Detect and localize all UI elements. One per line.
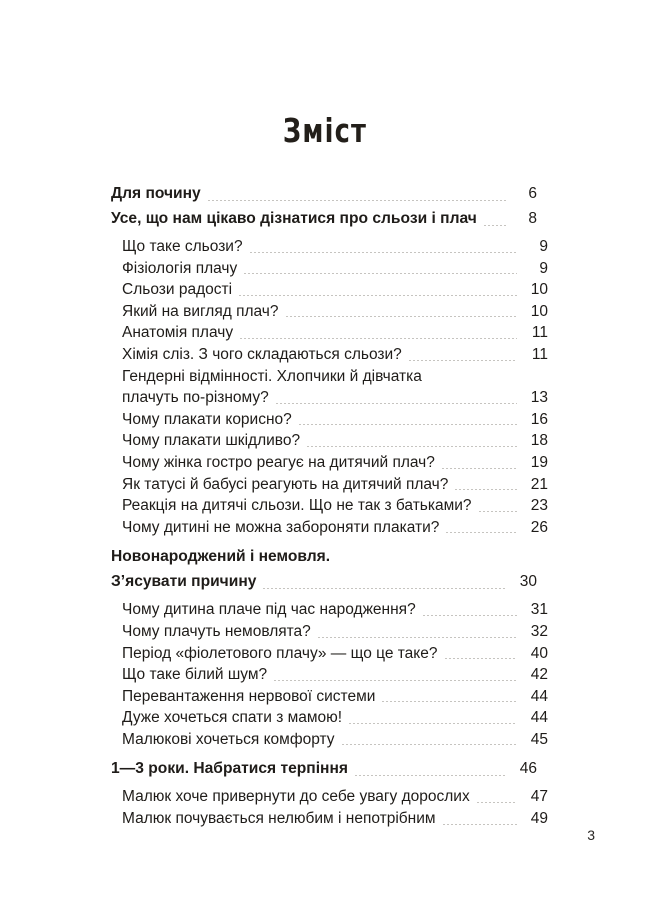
toc-entry-page-number: 46 — [519, 760, 537, 778]
toc-entry-page-number: 26 — [530, 518, 548, 536]
dot-leader — [381, 700, 517, 703]
toc-entry-title: Чому плакати шкідливо? — [122, 432, 301, 450]
dot-leader — [239, 337, 517, 340]
toc-entry-page-number: 44 — [530, 687, 548, 705]
toc-entry-title: Чому плакати корисно? — [122, 410, 292, 428]
toc-entry-page-number: 9 — [539, 259, 548, 277]
toc-entry-title: Усе, що нам цікаво дізнатися про сльози і плач — [111, 210, 477, 227]
toc-section-row[interactable] — [122, 621, 548, 643]
toc-entry-title: Період «фіолетового плачу» — що це таке? — [122, 644, 438, 662]
dot-leader — [285, 315, 518, 318]
dot-leader — [483, 224, 506, 227]
toc-section-row[interactable] — [122, 430, 548, 452]
toc-entry-page-number: 32 — [530, 622, 548, 640]
dot-leader — [238, 294, 517, 297]
toc-entry-title: Новонароджений і немовля. — [111, 548, 331, 566]
toc-chapter-row[interactable] — [111, 544, 537, 569]
toc-entry-title: Для почину — [111, 185, 201, 202]
dot-leader — [478, 510, 517, 513]
toc-chapter-row[interactable] — [111, 206, 537, 231]
toc-entry-title: Який на вигляд плач? — [122, 302, 279, 320]
toc-entry-title: Чому плачуть немовлята? — [122, 622, 311, 640]
dot-leader — [249, 251, 517, 254]
toc-entry-page-number: 23 — [530, 497, 548, 515]
toc-entry-title: Малюкові хочеться комфорту — [122, 730, 335, 748]
toc-entry-page-number: 40 — [530, 644, 548, 662]
toc-entry-page-number: 11 — [531, 324, 548, 342]
toc-entry-title: плачуть по-різному? — [122, 389, 269, 407]
dot-leader — [306, 445, 517, 448]
toc-section-row[interactable] — [122, 344, 548, 366]
toc-section-row[interactable] — [122, 301, 548, 323]
toc-entry-title: Малюк хоче привернути до себе увагу дорослих — [122, 788, 470, 806]
toc-section-row[interactable] — [122, 322, 548, 344]
toc-entry-page-number: 45 — [530, 730, 548, 748]
toc-section-row[interactable] — [122, 387, 548, 409]
toc-section-row[interactable] — [122, 729, 548, 751]
toc-entry-page-number: 8 — [528, 210, 537, 227]
dot-leader — [444, 657, 518, 660]
toc-entry-title: Чому дитина плаче під час народження? — [122, 601, 416, 619]
dot-leader — [317, 636, 517, 639]
toc-entry-page-number: 18 — [530, 432, 548, 450]
toc-entry-page-number: 10 — [530, 302, 548, 320]
toc-entry-page-number: 19 — [530, 453, 548, 471]
dot-leader — [441, 467, 517, 470]
dot-leader — [275, 402, 517, 405]
toc-section-row[interactable] — [122, 808, 548, 830]
toc-section-row[interactable] — [122, 366, 548, 388]
toc-section-row[interactable] — [122, 707, 548, 729]
toc-section-row[interactable] — [122, 599, 548, 621]
dot-leader — [262, 587, 506, 590]
toc-chapter-row[interactable] — [111, 181, 537, 206]
toc-entry-title: Фізіологія плачу — [122, 259, 238, 277]
toc-section-row[interactable] — [122, 236, 548, 258]
toc-entry-page-number: 16 — [530, 410, 548, 428]
toc-entry-page-number: 21 — [530, 475, 548, 493]
toc-entry-title: Малюк почувається нелюбим і непотрібним — [122, 810, 436, 828]
toc-entry-title: Гендерні відмінності. Хлопчики й дівчатка — [122, 367, 422, 385]
toc-entry-title: Чому дитині не можна забороняти плакати? — [122, 518, 440, 536]
dot-leader — [476, 801, 517, 804]
table-of-contents — [111, 181, 548, 830]
dot-leader — [354, 774, 506, 777]
toc-section-row[interactable] — [122, 643, 548, 665]
toc-section-row[interactable] — [122, 686, 548, 708]
dot-leader — [341, 743, 517, 746]
dot-leader — [273, 679, 517, 682]
toc-entry-title: Анатомія плачу — [122, 324, 234, 342]
toc-entry-page-number: 42 — [530, 666, 548, 684]
toc-entry-page-number: 49 — [530, 810, 548, 828]
toc-entry-page-number: 11 — [531, 345, 548, 363]
toc-chapter-row[interactable] — [111, 569, 537, 594]
folio-page-number: 3 — [587, 827, 595, 843]
toc-entry-page-number: 9 — [539, 238, 548, 255]
toc-section-row[interactable] — [122, 279, 548, 301]
toc-entry-title: Що таке сльози? — [122, 238, 243, 255]
dot-leader — [445, 531, 517, 534]
toc-section-row[interactable] — [122, 517, 548, 539]
dot-leader — [422, 614, 517, 617]
toc-entry-page-number: 30 — [519, 573, 537, 591]
toc-chapter-row[interactable] — [111, 756, 537, 781]
dot-leader — [348, 722, 517, 725]
toc-entry-page-number: 47 — [530, 788, 548, 806]
toc-entry-title: Реакція на дитячі сльози. Що не так з батьками? — [122, 497, 472, 515]
page-title: Зміст — [282, 111, 368, 150]
toc-entry-title: Чому жінка гостро реагує на дитячий плач? — [122, 453, 435, 471]
toc-section-row[interactable] — [122, 452, 548, 474]
dot-leader — [442, 823, 517, 826]
dot-leader — [243, 272, 517, 275]
toc-entry-title: Хімія сліз. З чого складаються сльози? — [122, 345, 402, 363]
toc-entry-title: З’ясувати причину — [111, 573, 257, 591]
toc-entry-title: 1—3 роки. Набратися терпіння — [111, 760, 348, 778]
toc-entry-title: Як татусі й бабусі реагують на дитячий плач? — [122, 475, 449, 493]
toc-entry-title: Дуже хочеться спати з мамою! — [122, 709, 343, 727]
dot-leader — [454, 488, 517, 491]
toc-entry-page-number: 31 — [530, 601, 548, 619]
dot-leader — [298, 423, 517, 426]
toc-section-row[interactable] — [122, 409, 548, 431]
toc-entry-page-number: 13 — [530, 389, 548, 407]
toc-section-row[interactable] — [122, 495, 548, 517]
toc-entry-page-number: 44 — [530, 709, 548, 727]
toc-entry-title: Перевантаження нервової системи — [122, 687, 376, 705]
dot-leader — [207, 199, 506, 202]
dot-leader — [408, 359, 517, 362]
toc-entry-title: Сльози радості — [122, 281, 233, 299]
toc-entry-title: Що таке білий шум? — [122, 666, 268, 684]
toc-entry-page-number: 10 — [530, 281, 548, 299]
toc-section-row[interactable] — [122, 664, 548, 686]
toc-entry-page-number: 6 — [528, 185, 537, 202]
toc-section-row[interactable] — [122, 258, 548, 280]
toc-section-row[interactable] — [122, 786, 548, 808]
toc-section-row[interactable] — [122, 474, 548, 496]
